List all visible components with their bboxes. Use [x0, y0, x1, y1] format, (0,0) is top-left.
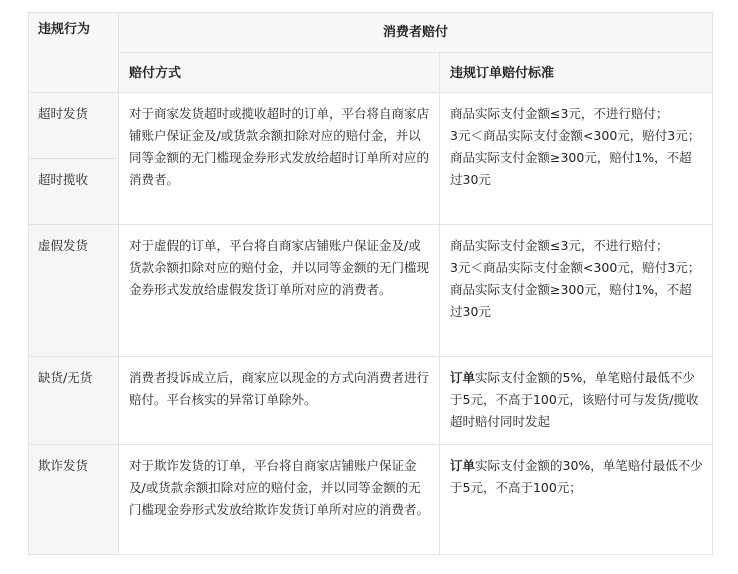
- std-bold: 订单: [450, 458, 476, 473]
- label-text: 缺货/无货: [38, 370, 93, 385]
- row-label-overtime-ship: [29, 93, 119, 159]
- row-method-out-of-stock: [119, 357, 440, 445]
- header-method-text: 赔付方式: [129, 66, 182, 81]
- row-standard-fake: [440, 225, 713, 357]
- std-line: 商品实际支付金额≥300元，赔付1%，不超过30元: [450, 150, 692, 187]
- std-line: 商品实际支付金额≤3元，不进行赔付；: [450, 238, 669, 253]
- method-text: 对于欺诈发货的订单，平台将自商家店铺账户保证金及/或货款余额扣除对应的赔付金，并以同等金额的无门槛现金券形式发放给欺诈发货订单所对应的消费者。: [129, 458, 430, 517]
- header-compensation-text: 消费者赔付: [383, 25, 449, 40]
- std-line: 3元＜商品实际支付金额<300元，赔付3元；: [450, 260, 701, 275]
- compensation-table: [28, 12, 713, 555]
- std-rest: 实际支付金额的5%，单笔赔付最低不少于5元，不高于100元，该赔付可与发货/揽收超时赔付同时发起: [450, 370, 699, 429]
- row-label-fake-ship: [29, 225, 119, 357]
- row-method-fake: [119, 225, 440, 357]
- std-bold: 订单: [450, 370, 476, 385]
- header-method: [119, 53, 440, 93]
- std-line: 商品实际支付金额≤3元，不进行赔付；: [450, 106, 669, 121]
- label-text: 虚假发货: [38, 238, 89, 253]
- row-standard-fraud: [440, 445, 713, 555]
- std-line: 商品实际支付金额≥300元，赔付1%，不超过30元: [450, 282, 692, 319]
- method-text: 对于商家发货超时或揽收超时的订单，平台将自商家店铺账户保证金及/或货款余额扣除对应的赔付金，并以同等金额的无门槛现金券形式发放给超时订单所对应的消费者。: [129, 106, 430, 187]
- label-text: 超时揽收: [38, 172, 89, 187]
- row-standard-overtime: [440, 93, 713, 225]
- label-text: 欺诈发货: [38, 458, 89, 473]
- std-rest: 实际支付金额的30%，单笔赔付最低不少于5元，不高于100元；: [450, 458, 703, 495]
- method-text: 对于虚假的订单，平台将自商家店铺账户保证金及/或货款余额扣除对应的赔付金，并以同等金额的无门槛现金券形式发放给虚假发货订单所对应的消费者。: [129, 238, 430, 297]
- header-violation-text: 违规行为: [38, 22, 91, 37]
- std-line: 3元＜商品实际支付金额<300元，赔付3元；: [450, 128, 701, 143]
- row-method-overtime: [119, 93, 440, 225]
- method-text: 消费者投诉成立后，商家应以现金的方式向消费者进行赔付。平台核实的异常订单除外。: [129, 370, 430, 407]
- row-label-fraud-ship: [29, 445, 119, 555]
- row-method-fraud: [119, 445, 440, 555]
- header-standard: [440, 53, 713, 93]
- header-standard-text: 违规订单赔付标准: [450, 66, 555, 81]
- header-compensation: [119, 13, 713, 53]
- label-text: 超时发货: [38, 106, 89, 121]
- row-label-overtime-pickup: [29, 159, 119, 225]
- row-label-out-of-stock: [29, 357, 119, 445]
- header-violation: [29, 13, 119, 93]
- row-standard-out-of-stock: [440, 357, 713, 445]
